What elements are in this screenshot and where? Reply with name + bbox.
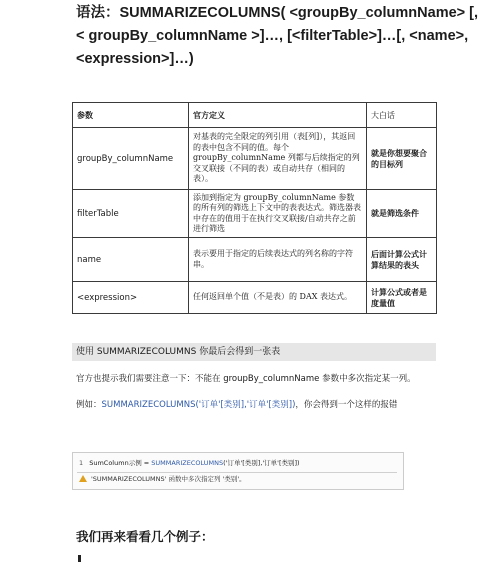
table-row <box>73 238 437 282</box>
header-definition: 官方定义 <box>189 103 367 128</box>
examples-heading: 我们再来看看几个例子： <box>76 529 214 544</box>
plain-cell: 后面计算公式计算结果的表头 <box>367 238 437 282</box>
syntax-line-3: <expression>]…) <box>76 51 194 67</box>
example-line <box>76 398 397 410</box>
table-header-row <box>73 103 437 128</box>
error-text: 'SUMMARIZECOLUMNS' 函数中多次指定列 '类别'。 <box>91 475 246 483</box>
highlight-note: 使用 SUMMARIZECOLUMNS 你最后会得到一张表 <box>72 343 436 361</box>
definition-cell: 任何返回单个值（不是表）的 DAX 表达式。 <box>189 282 367 314</box>
text-cursor-mark <box>78 555 81 562</box>
warning-icon <box>79 475 87 482</box>
example-prefix: 例如： <box>76 400 102 410</box>
syntax-line-2: < groupBy_columnName >]…, [<filterTable>]…[, <name>, <box>76 28 469 44</box>
plain-cell: 就是你想要聚合的目标列 <box>367 128 437 190</box>
parameter-table <box>72 102 437 314</box>
code-editor-snippet <box>72 452 404 490</box>
code-measure-name: SumColumn示例 = <box>89 459 152 467</box>
example-suffix: ，你会得到一个这样的报错 <box>295 400 398 410</box>
header-plain: 大白话 <box>367 103 437 128</box>
line-number: 1 <box>79 459 84 467</box>
table-row <box>73 190 437 238</box>
error-message-bar <box>77 472 397 485</box>
definition-cell: 表示要用于指定的后续表达式的列名称的字符串。 <box>189 238 367 282</box>
code-function: SUMMARIZECOLUMNS <box>151 459 224 467</box>
param-cell: <expression> <box>73 282 189 314</box>
official-note: 官方也提示我们需要注意一下：不能在 groupBy_columnName 参数中多次指定某一列。 <box>76 374 416 384</box>
example-function: SUMMARIZECOLUMNS('订单'[类别],'订单'[类别]) <box>101 400 296 410</box>
code-line <box>79 458 300 467</box>
param-cell: name <box>73 238 189 282</box>
code-args: ('订单'[类别],'订单'[类别]) <box>223 459 300 467</box>
plain-cell: 计算公式或者是度量值 <box>367 282 437 314</box>
syntax-block <box>76 2 488 71</box>
header-param: 参数 <box>73 103 189 128</box>
param-cell: filterTable <box>73 190 189 238</box>
table-row <box>73 282 437 314</box>
plain-cell: 就是筛选条件 <box>367 190 437 238</box>
table-row <box>73 128 437 190</box>
syntax-line-1: 语法：SUMMARIZECOLUMNS( <groupBy_columnName> [, <box>76 5 478 21</box>
definition-cell: 添加到指定为 groupBy_columnName 参数的所有列的筛选上下文中的表表达式。筛选器表中存在的值用于在执行交叉联接/自动共存之前进行筛选 <box>189 190 367 238</box>
param-cell: groupBy_columnName <box>73 128 189 190</box>
definition-cell: 对基表的完全限定的列引用（表[列]），其返回的表中包含不同的值。每个 groupBy_columnName 列都与后续指定的列交叉联接（不同的表）或自动共存（相同的表）。 <box>189 128 367 190</box>
